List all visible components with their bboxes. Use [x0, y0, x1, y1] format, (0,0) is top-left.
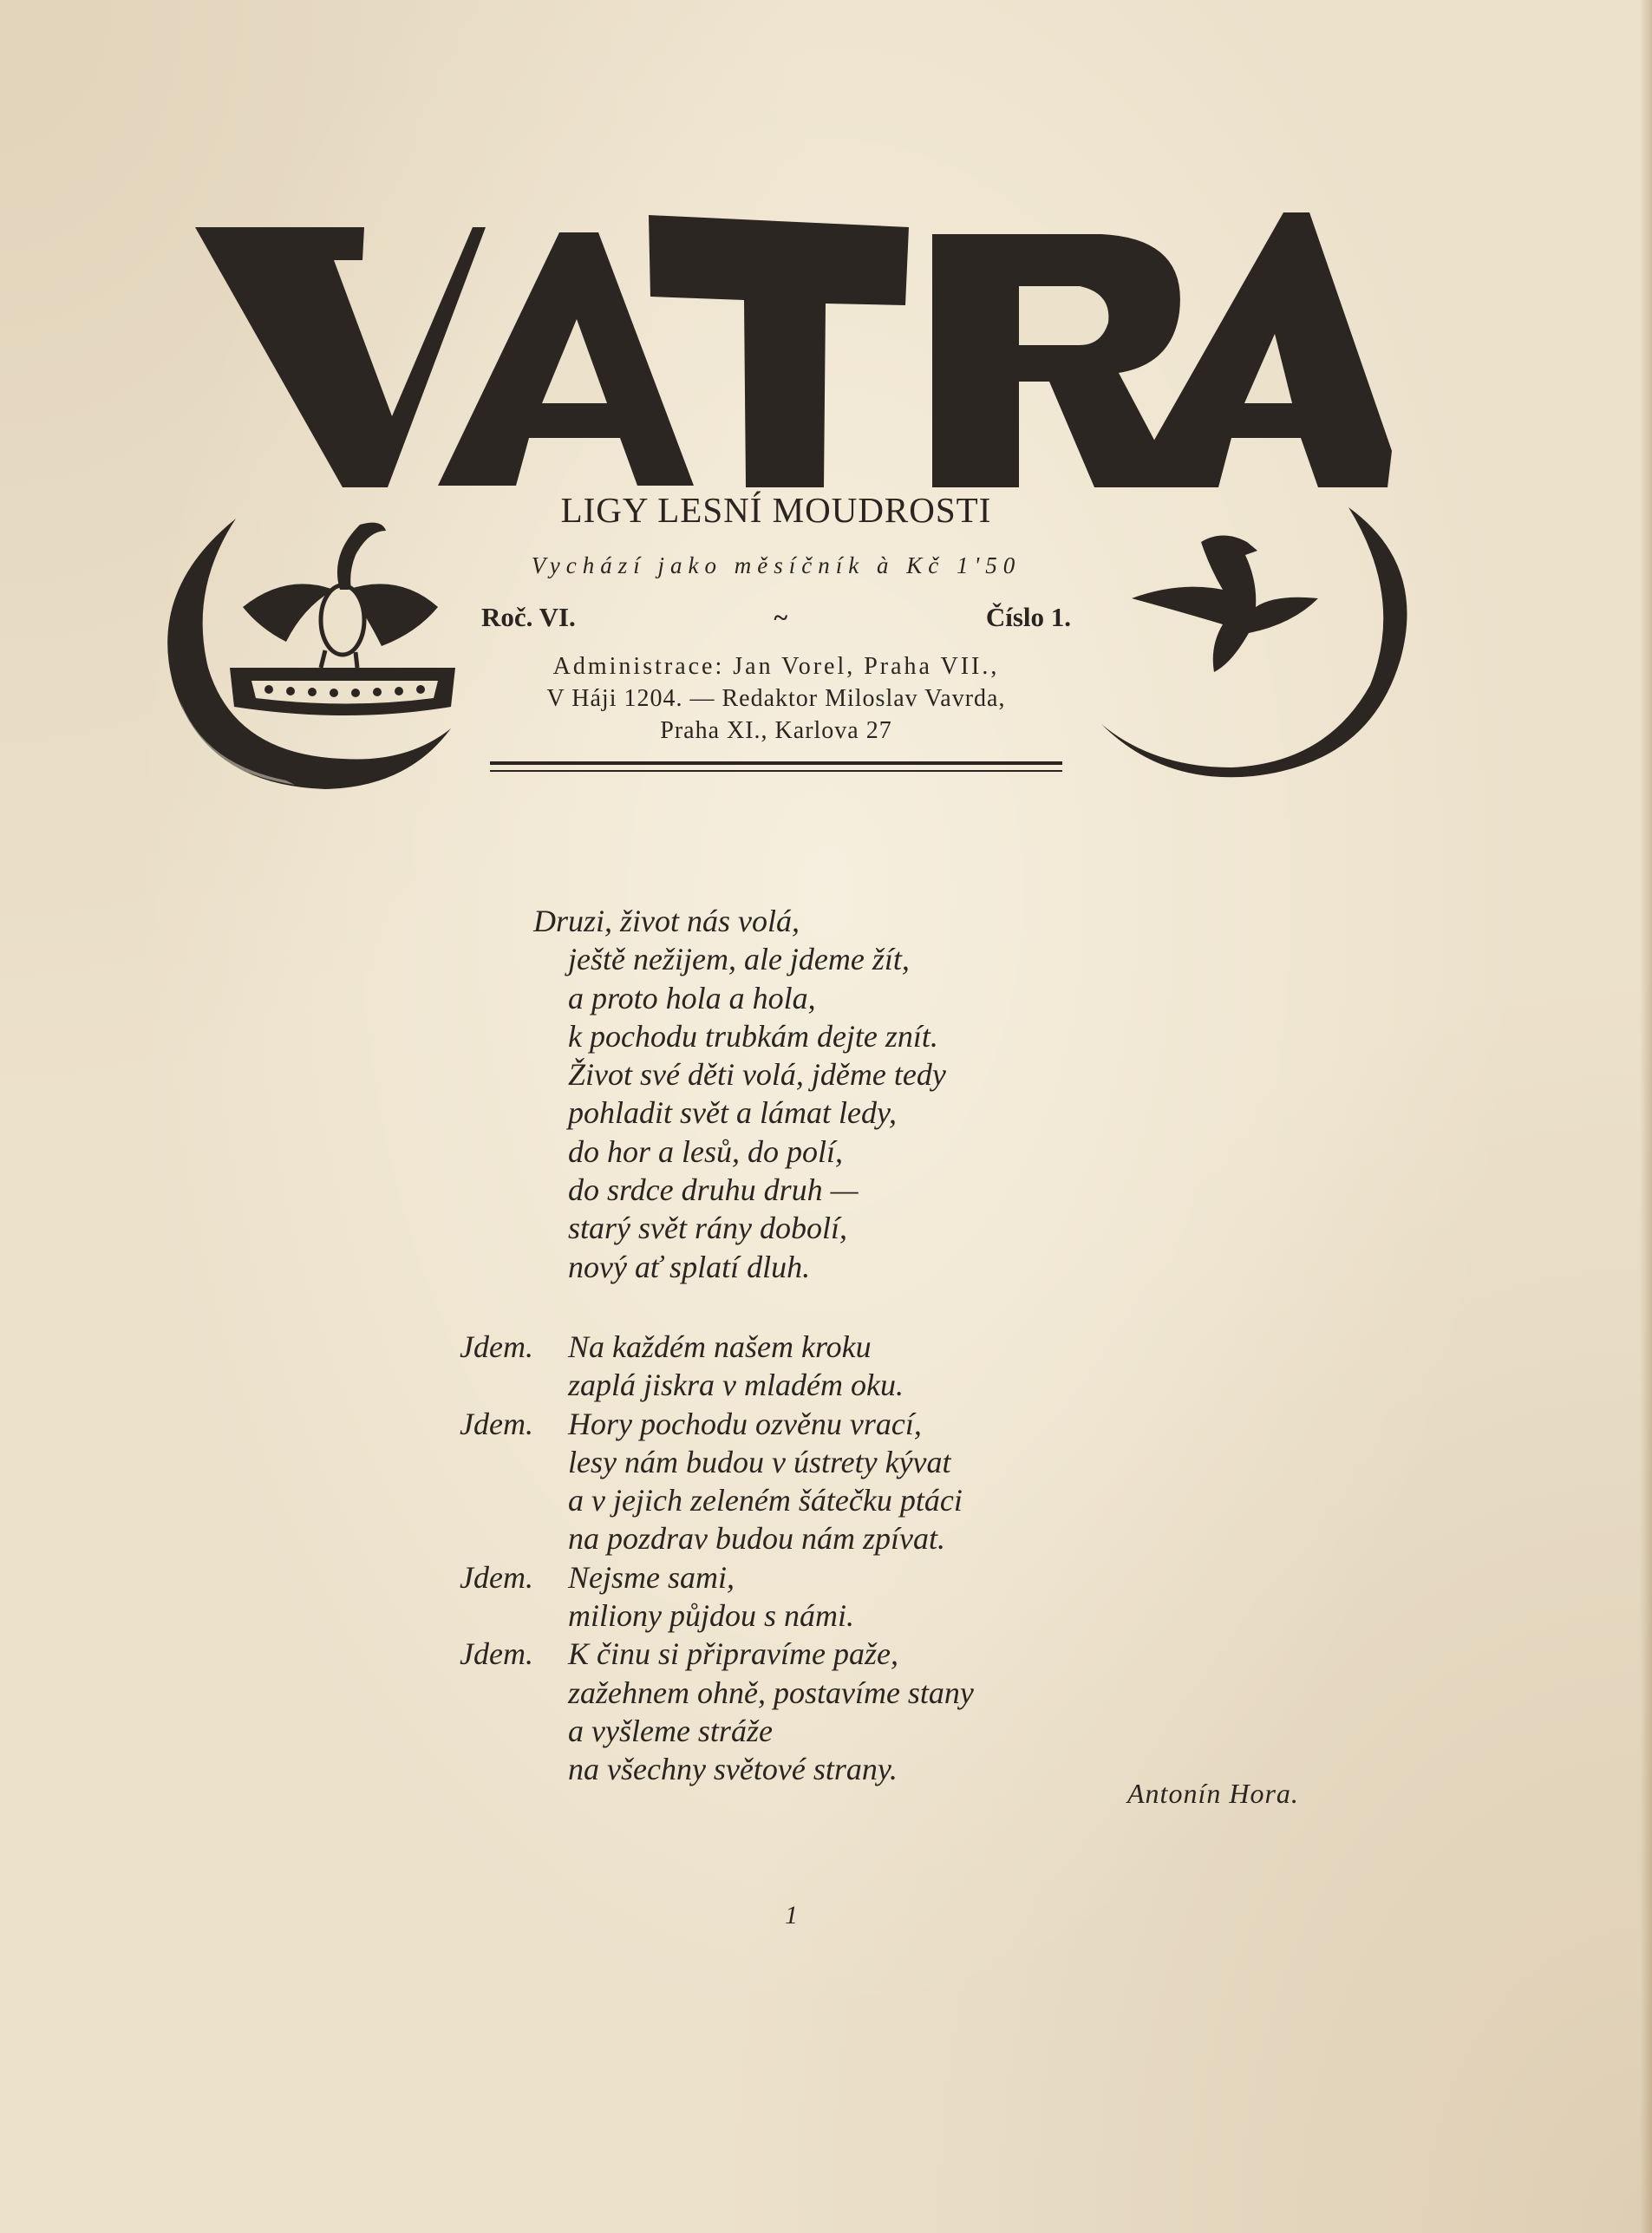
poem-line-text: zažehnem ohně, postavíme stany — [568, 1675, 974, 1710]
poem-line-text: miliony půjdou s námi. — [568, 1598, 854, 1634]
poem-line-text: a v jejich zeleném šátečku ptáci — [568, 1483, 963, 1518]
poem-line — [460, 1328, 974, 1366]
stanza-gap — [460, 1286, 974, 1328]
poem-line-text: na pozdrav budou nám zpívat. — [568, 1521, 945, 1557]
poem-line — [460, 1366, 974, 1404]
refrain-word: Jdem. — [460, 1329, 533, 1364]
poem-line — [460, 1750, 974, 1788]
poem-line — [460, 1481, 974, 1519]
poem-author: Antonín Hora. — [1127, 1778, 1299, 1809]
poem-line-text: a vyšleme stráže — [568, 1713, 773, 1748]
issue-frequency-line: Vychází jako měsíčník à Kč 1'50 — [531, 552, 1022, 578]
ornament-separator: ~ — [774, 604, 788, 632]
poem-line: Druzi, život nás volá, — [533, 904, 800, 938]
crescent-moon-flying-bird-icon — [1101, 507, 1407, 777]
poem-line — [460, 1443, 974, 1481]
poem-line: Život své děti volá, jděme tedy — [568, 1057, 946, 1093]
masthead-text-block — [481, 486, 1071, 747]
poem-line: do srdce druhu druh — — [568, 1172, 859, 1208]
poem-line: a proto hola a hola, — [568, 980, 816, 1015]
poem-line — [460, 1635, 974, 1673]
poem-line-text: zaplá jiskra v mladém oku. — [568, 1368, 904, 1403]
poem-line — [460, 1558, 974, 1596]
refrain-word: Jdem. — [460, 1559, 533, 1595]
poem-line-text: lesy nám budou v ústrety kývat — [568, 1444, 951, 1479]
admin-line: Administrace: Jan Vorel, Praha VII., — [552, 653, 1000, 680]
poem-line: starý svět rány dobolí, — [568, 1211, 847, 1246]
subtitle: LIGY LESNÍ MOUDROSTI — [560, 490, 992, 530]
poem-line — [460, 1674, 974, 1712]
poem-line-text: K činu si připravíme paže, — [568, 1636, 898, 1672]
poem-line: do hor a lesů, do polí, — [568, 1133, 844, 1169]
poem-line — [460, 1519, 974, 1557]
page-number: 1 — [785, 1901, 798, 1929]
crescent-moon-bird-basket-icon — [167, 519, 455, 789]
volume-number-row — [481, 604, 1071, 631]
poem-line: ještě nežijem, ale jdeme žít, — [568, 942, 910, 977]
poem-line — [460, 1405, 974, 1443]
poem-line-text: Nejsme sami, — [568, 1559, 735, 1595]
poem-line — [460, 1596, 974, 1635]
admin-line: V Háji 1204. — Redaktor Miloslav Vavrda, — [546, 685, 1006, 712]
poem-line — [460, 1712, 974, 1750]
vatra-logo-lettering — [195, 212, 1392, 487]
poem-line-text: Hory pochodu ozvěnu vrací, — [568, 1406, 922, 1441]
poem-line: k pochodu trubkám dejte znít. — [568, 1018, 938, 1054]
administration-info — [481, 650, 1071, 747]
volume-label: Roč. VI. — [481, 602, 576, 632]
poem-line: nový ať splatí dluh. — [568, 1249, 811, 1284]
refrain-word: Jdem. — [460, 1636, 533, 1672]
admin-line: Praha XI., Karlova 27 — [660, 717, 892, 744]
poem-line-text: Na každém našem kroku — [568, 1329, 872, 1364]
poem-line: pohladit svět a lámat ledy, — [568, 1095, 897, 1131]
issue-number-label: Číslo 1. — [985, 602, 1071, 632]
refrain-word: Jdem. — [460, 1406, 533, 1441]
double-rule-divider — [490, 761, 1062, 772]
poem-line-text: na všechny světové strany. — [568, 1752, 898, 1787]
poem — [460, 902, 974, 1789]
